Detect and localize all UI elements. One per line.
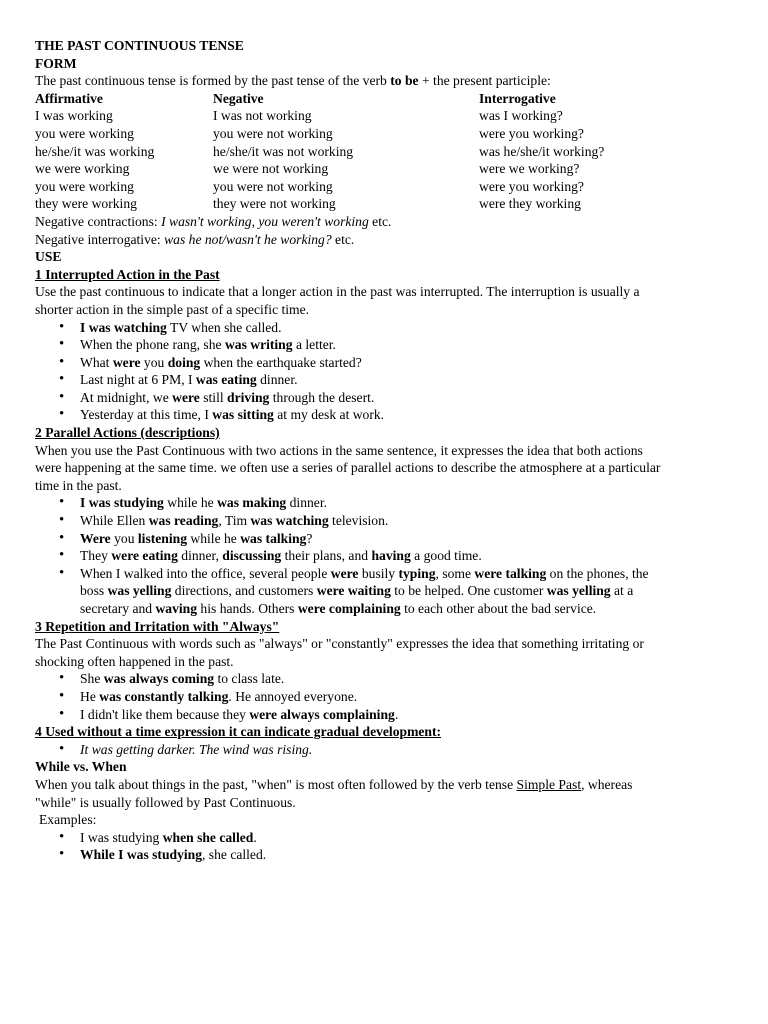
while-when-text-end: , whereas	[581, 776, 633, 792]
interrogative-row: were you working?	[479, 178, 584, 194]
bold-text: were	[172, 389, 200, 405]
text: while he	[187, 530, 241, 546]
text: their plans, and	[281, 548, 372, 564]
italic-text: It was getting darker. The wind was rising.	[80, 741, 313, 757]
bold-text: were always complaining	[249, 706, 395, 722]
contractions-label: Negative contractions:	[35, 213, 162, 229]
text: She	[80, 671, 104, 687]
form-intro-end: + the present participle:	[418, 73, 551, 89]
affirmative-row: they were working	[35, 196, 137, 212]
simple-past-link[interactable]: Simple Past	[516, 776, 582, 792]
bold-text: having	[371, 548, 411, 564]
text: What	[80, 354, 113, 370]
negative-row: they were not working	[213, 196, 336, 212]
negative-interrogative	[35, 231, 735, 249]
conjugation-table	[35, 90, 735, 213]
text: . He annoyed everyone.	[228, 688, 358, 704]
text: to each other about the bad service.	[400, 601, 597, 616]
contractions-end: etc.	[368, 213, 392, 229]
bold-text: was eating	[195, 372, 257, 388]
list-item	[80, 530, 735, 548]
text: boss	[80, 583, 108, 599]
bold-text: were waiting	[316, 583, 391, 599]
bold-text: was yelling	[546, 583, 611, 599]
bold-text: While I was studying	[80, 847, 202, 863]
negative-row: you were not working	[213, 125, 333, 141]
text: While Ellen	[80, 513, 149, 529]
examples-label: Examples:	[39, 812, 97, 828]
text: They	[80, 548, 112, 564]
negative-row: you were not working	[213, 178, 333, 194]
text: , she called.	[202, 847, 267, 863]
text: TV when she called.	[166, 319, 282, 335]
list-item	[80, 565, 735, 618]
text: to be helped. One customer	[390, 583, 547, 599]
text: a good time.	[410, 548, 482, 564]
text: When I walked into the office, several people	[80, 565, 331, 581]
interrogative-row: were you working?	[479, 125, 584, 141]
bold-text: was talking	[240, 530, 307, 546]
bold-text: discussing	[222, 548, 282, 564]
list-item	[80, 741, 735, 759]
bold-text: doing	[167, 354, 201, 370]
section-heading: 4 Used without a time expression it can indicate gradual development:	[35, 724, 442, 740]
form-heading: FORM	[35, 55, 77, 71]
document-title: THE PAST CONTINUOUS TENSE	[35, 38, 244, 53]
text: you	[140, 354, 168, 370]
bold-text: was always coming	[103, 671, 215, 687]
bold-text: typing	[398, 565, 436, 581]
text: a letter.	[292, 337, 336, 353]
section-text: were happening at the same time. we often use a series of parallel actions to describe the atmosphere at a particular	[35, 460, 661, 476]
list-item	[80, 319, 735, 337]
text: while he	[163, 495, 218, 511]
bold-text: were	[112, 354, 141, 370]
affirmative-row: he/she/it was working	[35, 143, 155, 159]
interrogative-row: was he/she/it working?	[479, 143, 605, 159]
text: I didn't like them because they	[80, 706, 250, 722]
list-item	[80, 547, 735, 565]
text: at a	[610, 583, 634, 599]
bold-text: when she called	[162, 829, 254, 845]
text: directions, and customers	[171, 583, 317, 599]
while-when-text: When you talk about things in the past, "when" is most often followed by the verb tense	[35, 776, 517, 792]
text: I was studying	[80, 829, 163, 845]
bold-text: were eating	[111, 548, 178, 564]
text: busily	[358, 565, 399, 581]
list-item	[80, 371, 735, 389]
list-item	[80, 494, 735, 512]
bullet-list	[35, 741, 735, 759]
neg-interrog-label: Negative interrogative:	[35, 231, 165, 247]
text: He	[80, 688, 100, 704]
affirmative-row: you were working	[35, 125, 134, 141]
bullet-list	[35, 319, 735, 425]
header-interrogative: Interrogative	[479, 90, 556, 106]
section-text: shocking often happened in the past.	[35, 653, 234, 669]
list-item	[80, 512, 735, 530]
header-negative: Negative	[213, 90, 264, 106]
interrogative-row: were we working?	[479, 161, 580, 177]
list-item	[80, 706, 735, 724]
list-item	[80, 406, 735, 424]
negative-contractions	[35, 213, 735, 231]
bold-text: I was watching	[80, 319, 167, 335]
negative-row: I was not working	[213, 108, 312, 124]
text: dinner.	[286, 495, 327, 511]
list-item	[80, 354, 735, 372]
bold-text: driving	[227, 389, 270, 405]
bold-text: listening	[137, 530, 187, 546]
negative-row: he/she/it was not working	[213, 143, 354, 159]
list-item	[80, 688, 735, 706]
text: , Tim	[218, 513, 251, 529]
interrogative-row: was I working?	[479, 108, 563, 124]
use-sections	[35, 266, 735, 759]
use-heading: USE	[35, 249, 62, 265]
text: Yesterday at this time, I	[80, 407, 213, 423]
text: at my desk at work.	[273, 407, 385, 423]
negative-row: we were not working	[213, 161, 329, 177]
list-item	[80, 670, 735, 688]
text: , some	[435, 565, 475, 581]
text: When the phone rang, she	[80, 337, 225, 353]
form-intro-text: The past continuous tense is formed by the past tense of the verb	[35, 73, 391, 89]
bold-text: was reading	[148, 513, 219, 529]
bold-text: waving	[155, 601, 198, 616]
text: dinner.	[256, 372, 298, 388]
text: when the earthquake started?	[200, 354, 362, 370]
section-heading: 2 Parallel Actions (descriptions)	[35, 425, 220, 441]
section-heading: 3 Repetition and Irritation with "Always"	[35, 618, 280, 634]
interrogative-row: were they working	[479, 196, 581, 212]
bold-text: were talking	[474, 565, 547, 581]
bold-text: I was studying	[80, 495, 164, 511]
neg-interrog-example: was he not/wasn't he working?	[164, 231, 332, 247]
text: secretary and	[80, 601, 156, 616]
affirmative-row: you were working	[35, 178, 134, 194]
contractions-example: I wasn't working, you weren't working	[161, 213, 369, 229]
bullet-list	[35, 494, 735, 617]
text: .	[394, 706, 399, 722]
text: through the desert.	[269, 389, 375, 405]
section-heading: 1 Interrupted Action in the Past	[35, 266, 220, 282]
while-when-line-2: "while" is usually followed by Past Continuous.	[35, 794, 296, 810]
list-item	[80, 389, 735, 407]
bold-text: was sitting	[212, 407, 274, 423]
text: ?	[306, 530, 313, 546]
form-intro	[35, 72, 735, 90]
text: At midnight, we	[80, 389, 173, 405]
text: his hands. Others	[197, 601, 298, 616]
document-page	[35, 37, 735, 864]
text: on the phones, the	[546, 565, 649, 581]
text: dinner,	[177, 548, 223, 564]
header-affirmative: Affirmative	[35, 90, 103, 106]
text: to class late.	[214, 671, 285, 687]
bold-text: was making	[217, 495, 287, 511]
bold-text: were complaining	[297, 601, 401, 616]
text: television.	[328, 513, 389, 529]
section-text: When you use the Past Continuous with two actions in the same sentence, it expresses the idea that both actions	[35, 442, 643, 458]
while-when-heading: While vs. When	[35, 759, 127, 775]
form-intro-bold: to be	[390, 73, 419, 89]
affirmative-row: we were working	[35, 161, 130, 177]
bold-text: was watching	[250, 513, 329, 529]
text: you	[110, 530, 138, 546]
section-text: The Past Continuous with words such as "always" or "constantly" expresses the idea that something irritating or	[35, 636, 644, 652]
list-item	[80, 829, 735, 847]
section-text: time in the past.	[35, 477, 122, 493]
affirmative-row: I was working	[35, 108, 113, 124]
bold-text: was constantly talking	[99, 688, 229, 704]
section-text: shorter action in the simple past of a specific time.	[35, 301, 310, 317]
bold-text: were	[330, 565, 359, 581]
text: .	[253, 829, 257, 845]
text: still	[199, 389, 228, 405]
while-when-line-1	[35, 776, 735, 794]
section-text: Use the past continuous to indicate that a longer action in the past was interrupted. The interruption is usually a	[35, 284, 640, 300]
list-item	[80, 336, 735, 354]
bold-text: was writing	[224, 337, 293, 353]
bold-text: was yelling	[107, 583, 172, 599]
while-when-examples	[35, 829, 735, 864]
text: Last night at 6 PM, I	[80, 372, 196, 388]
bold-text: Were	[80, 530, 111, 546]
neg-interrog-end: etc.	[331, 231, 355, 247]
bullet-list	[35, 670, 735, 723]
list-item	[80, 846, 735, 864]
